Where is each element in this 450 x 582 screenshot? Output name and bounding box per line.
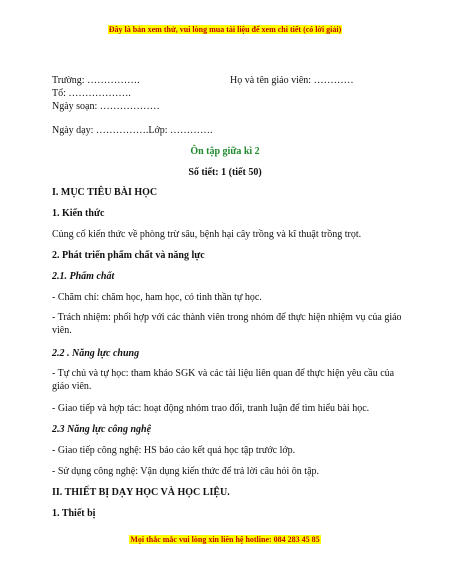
qualities-item-2: - Trách nhiệm: phối hợp với các thành viên trong nhóm để thực hiện nhiệm vụ của giáo viên.	[52, 312, 402, 336]
tech-competency-heading: 2.3 Năng lực công nghệ	[52, 424, 152, 435]
general-competency-item-1: - Tự chủ và tự học: tham khảo SGK và các tài liệu liên quan để thực hiện yêu cầu của giáo viên.	[52, 368, 395, 392]
general-competency-heading: 2.2 . Năng lực chung	[52, 348, 140, 359]
general-competency-item-2: - Giao tiếp và hợp tác: hoạt động nhóm trao đổi, tranh luận để tìm hiểu bài học.	[52, 403, 370, 414]
qualities-heading: 2.1. Phẩm chất	[52, 271, 115, 282]
teach-date-class-field: Ngày dạy: …………….Lớp: ………….	[52, 125, 213, 136]
hotline-text: Mọi thắc mắc vui lòng xin liên hệ hotline: 084 283 45 85	[130, 535, 320, 544]
school-field: Trường: …………….	[52, 75, 140, 86]
document-title: Ôn tập giữa kì 2	[190, 146, 260, 157]
tech-competency-item-1: - Giao tiếp công nghệ: HS báo cáo kết quả học tập trước lớp.	[52, 445, 296, 456]
qualities-item-1: - Chăm chỉ: chăm học, ham học, có tinh thần tự học.	[52, 292, 262, 303]
competency-heading: 2. Phát triển phẩm chất và năng lực	[52, 250, 205, 261]
preview-notice-banner	[0, 24, 450, 35]
hotline-banner	[0, 534, 450, 545]
equipment-heading: II. THIẾT BỊ DẠY HỌC VÀ HỌC LIỆU.	[52, 487, 230, 498]
section-objectives-heading: I. MỤC TIÊU BÀI HỌC	[52, 187, 158, 198]
preview-notice-text: Đây là bản xem thử, vui lòng mua tài liệu để xem chi tiết (có lời giải)	[108, 25, 342, 34]
teacher-name-field: Họ và tên giáo viên: …………	[230, 75, 354, 86]
equipment-subheading: 1. Thiết bị	[52, 508, 96, 519]
knowledge-text: Củng cố kiến thức về phòng trừ sâu, bệnh hại cây trồng và kĩ thuật trồng trọt.	[52, 229, 362, 240]
knowledge-heading: 1. Kiến thức	[52, 208, 105, 219]
prep-date-field: Ngày soạn: ………………	[52, 101, 160, 112]
tech-competency-item-2: - Sử dụng công nghệ: Vận dụng kiến thức để trả lời câu hỏi ôn tập.	[52, 466, 320, 477]
lesson-count: Số tiết: 1 (tiết 50)	[188, 167, 262, 178]
team-field: Tổ: ……………….	[52, 88, 131, 99]
